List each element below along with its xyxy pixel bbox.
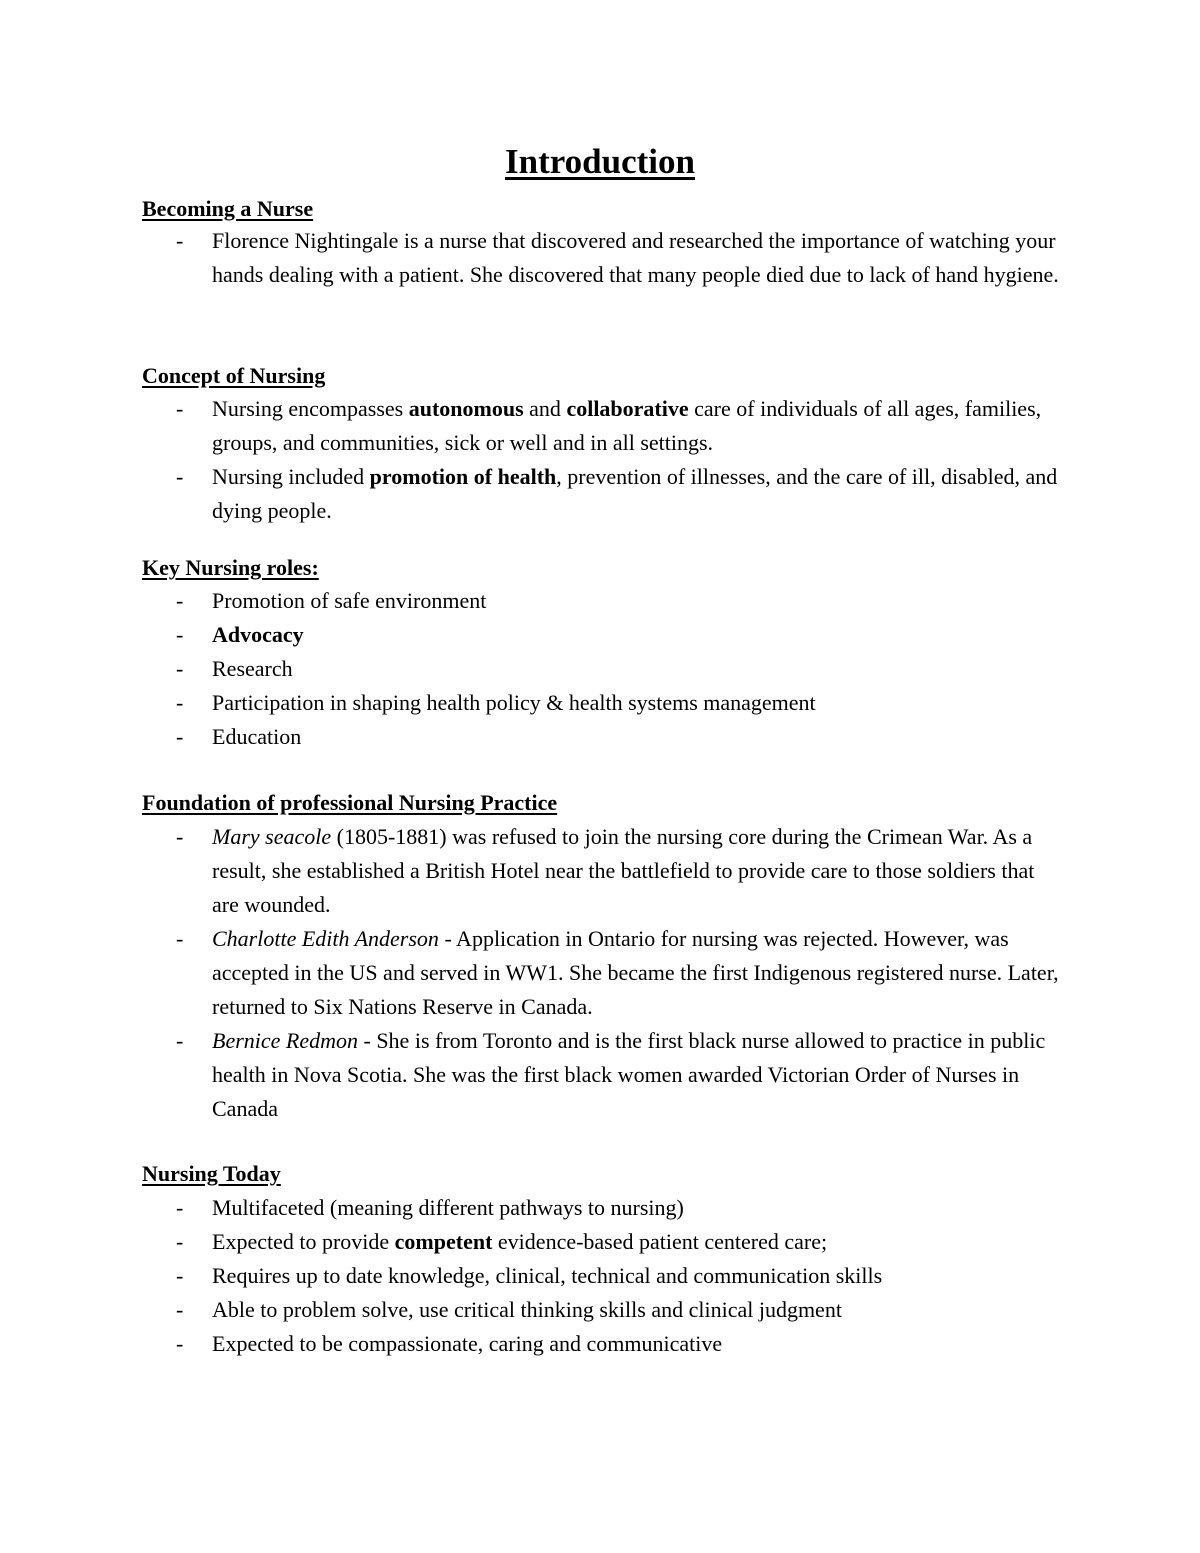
bold-text: Advocacy [212,622,304,647]
bullet-dash: - [176,724,184,749]
bullet-dash: - [176,1263,184,1288]
bold-text: competent [394,1229,493,1254]
list-item [0,686,1062,720]
item-text: - She is from Toronto and is the first black nurse allowed to practice in public health in Nova Scotia. She was the first black women awarded Victorian Order of Nurses in Canada [212,1028,1046,1121]
list-item [0,1327,1062,1361]
item-text: Multifaceted (meaning different pathways to nursing) [212,1195,684,1220]
bullet-dash: - [176,1229,184,1254]
item-text: Florence Nightingale is a nurse that discovered and researched the importance of watching your hands dealing with a patient. She discovered that many people died due to lack of hand hygiene. [212,228,1059,287]
list-item [0,584,1062,618]
bullet-dash: - [176,1028,184,1053]
bold-text: promotion of health [369,464,557,489]
list-item [0,1259,1062,1293]
italic-name: Mary seacole [212,824,332,849]
section-list-concept-of-nursing [0,392,1200,528]
bullet-dash: - [176,1297,184,1322]
item-text: Participation in shaping health policy & health systems management [212,690,816,715]
list-item [0,652,1062,686]
list-item [0,618,1062,652]
item-text: care of individuals of all ages, families, groups, and communities, sick or well and in all settings. [212,396,1042,455]
page-title: Introduction [505,142,695,181]
item-text: Nursing included [212,464,370,489]
bullet-dash: - [176,656,184,681]
list-item [0,1024,1062,1126]
italic-name: Bernice Redmon [212,1028,358,1053]
bullet-dash: - [176,396,184,421]
section-list-key-nursing-roles [0,584,1200,754]
item-text: evidence-based patient centered care; [492,1229,828,1254]
bold-text: collaborative [566,396,689,421]
item-text: Nursing encompasses [212,396,409,421]
bullet-dash: - [176,926,184,951]
bullet-dash: - [176,464,184,489]
item-text: Requires up to date knowledge, clinical, technical and communication skills [212,1263,883,1288]
item-text: , prevention of illnesses, and the care of ill, disabled, and dying people. [212,464,1058,523]
item-text: (1805-1881) was refused to join the nursing core during the Crimean War. As a result, she established a British Hotel near the battlefield to provide care to those soldiers that are wounded. [212,824,1035,917]
section-heading-concept-of-nursing: Concept of Nursing [142,363,326,388]
bullet-dash: - [176,588,184,613]
bold-text: autonomous [408,396,524,421]
section-list-foundation [0,820,1200,1126]
bullet-dash: - [176,1195,184,1220]
bullet-dash: - [176,690,184,715]
item-text: Promotion of safe environment [212,588,487,613]
list-item [0,922,1062,1024]
section-heading-foundation: Foundation of professional Nursing Practice [142,790,558,815]
bullet-dash: - [176,622,184,647]
italic-name: Charlotte Edith Anderson [212,926,439,951]
list-item [0,1191,1062,1225]
list-item [0,460,1062,528]
list-item [0,1293,1062,1327]
list-item [0,720,1062,754]
item-text: Expected to be compassionate, caring and communicative [212,1331,723,1356]
bullet-dash: - [176,824,184,849]
bullet-dash: - [176,1331,184,1356]
list-item [0,820,1062,922]
bullet-dash: - [176,228,184,253]
item-text: - Application in Ontario for nursing was rejected. However, was accepted in the US and served in WW1. She became the first Indigenous registered nurse. Later, returned to Six Nations Reserve in Canada. [212,926,1059,1019]
item-text: Expected to provide [212,1229,395,1254]
section-heading-becoming-a-nurse: Becoming a Nurse [142,196,314,221]
section-list-becoming-a-nurse [0,224,1200,292]
section-heading-key-nursing-roles: Key Nursing roles: [142,555,319,580]
list-item [0,1225,1062,1259]
item-text: Research [212,656,293,681]
item-text: Able to problem solve, use critical thinking skills and clinical judgment [212,1297,842,1322]
list-item [0,224,1062,292]
item-text: Education [212,724,302,749]
section-list-nursing-today [0,1191,1200,1361]
item-text: and [523,396,567,421]
list-item [0,392,1062,460]
section-heading-nursing-today: Nursing Today [142,1161,281,1186]
